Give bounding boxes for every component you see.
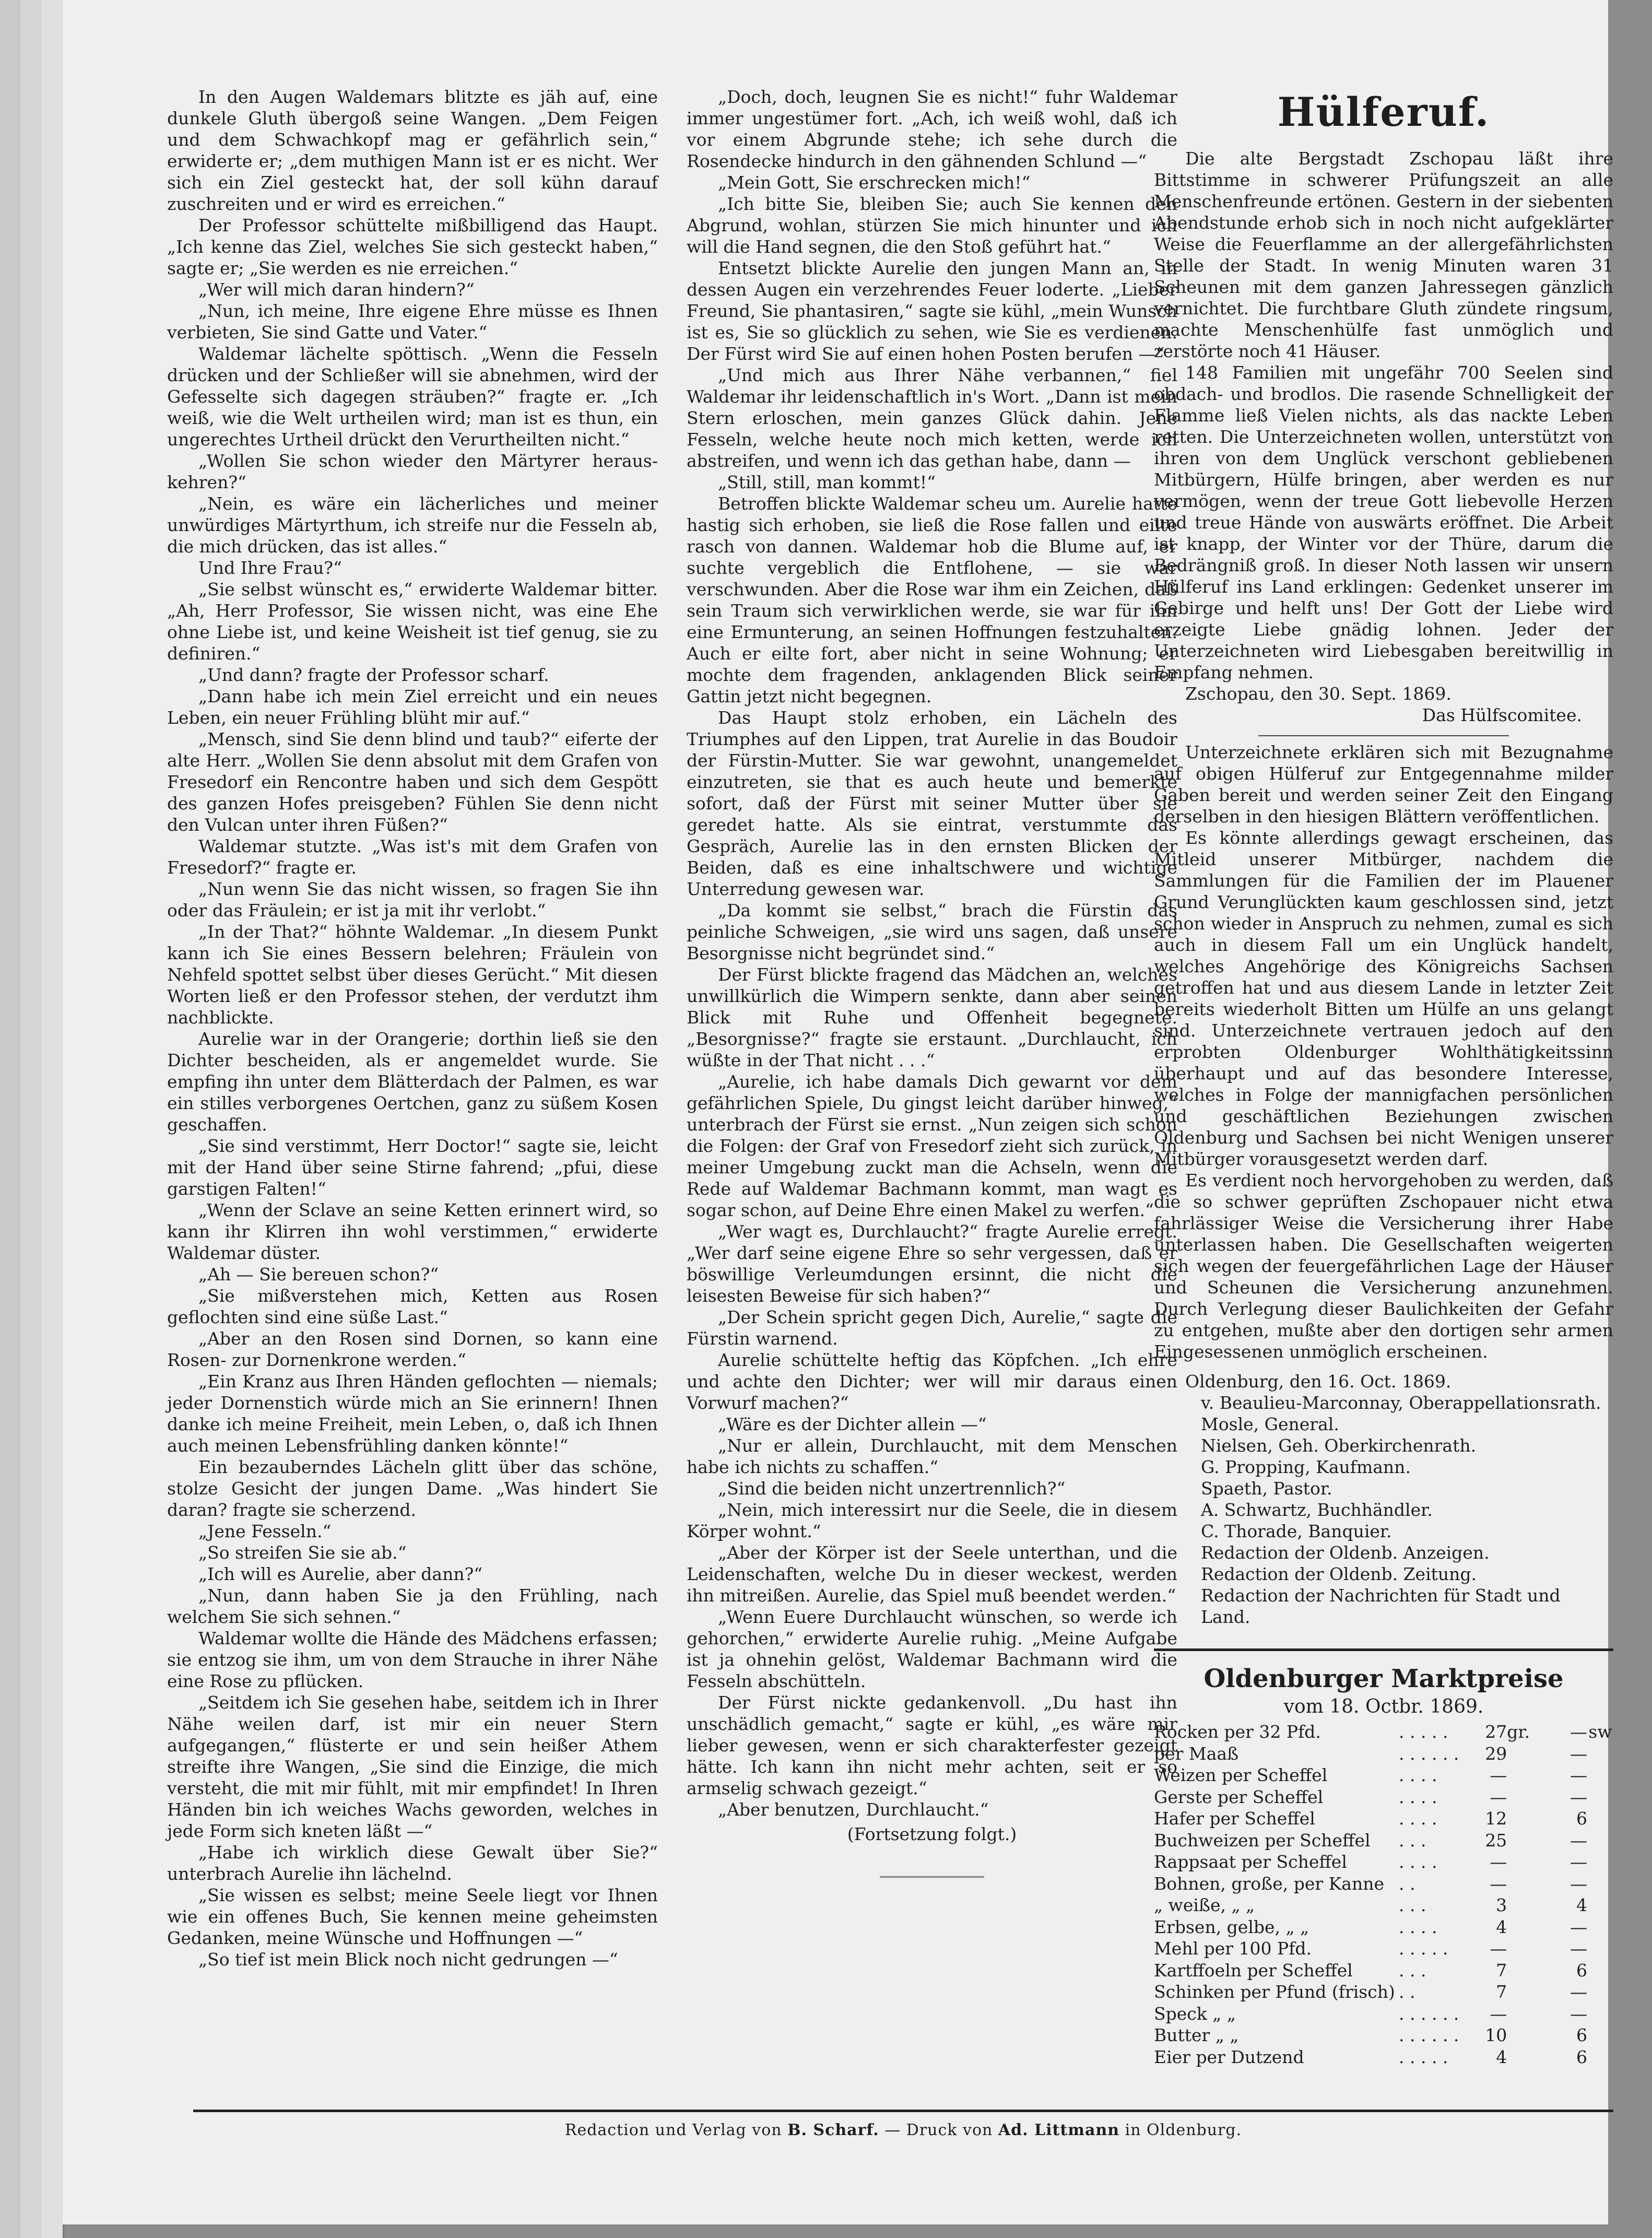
- market-cell-u2: [1587, 1981, 1613, 2003]
- story-paragraph: Waldemar wollte die Hände des Mädchens erfassen; sie entzog sie ihm, um von dem Strauche in ihrer Nähe eine Rose zu pflücken.: [167, 1628, 658, 1691]
- market-price-row: [1154, 1830, 1613, 1852]
- market-cell-dots: . . . .: [1399, 1808, 1437, 1829]
- market-cell-u1: [1507, 1786, 1530, 1808]
- story-paragraph: „Wer will mich daran hindern?“: [198, 279, 475, 300]
- story-paragraph: „Aber der Körper ist der Seele unterthan, und die Leidenschaften, welche Du in dieser weckest, werden ihn mitreißen. Aurelie, das Spiel muß beendet werden.“: [687, 1542, 1177, 1606]
- market-cell-u2: [1587, 1764, 1613, 1786]
- signer-name: Nielsen, Geh. Oberkirchenrath.: [1201, 1435, 1477, 1456]
- market-cell-item: Rocken per 32 Pfd.: [1154, 1722, 1321, 1742]
- market-cell-gr: 29: [1485, 1743, 1507, 1764]
- newspaper-page: [63, 0, 1613, 2224]
- story-paragraph: „Mensch, sind Sie denn blind und taub?“ eiferte der alte Herr. „Wollen Sie denn absolut mit dem Grafen von Fresedorf ein Rencontre haben und sich dem Gespött des ganzen Hofes preisgeben? Fühlen Sie denn nicht den Vulcan unter ihren Füßen?“: [167, 729, 658, 835]
- story-paragraph: Waldemar lächelte spöttisch. „Wenn die Fesseln drücken und der Schließer will sie abnehmen, wird der Gefesselte sich dagegen sträuben?“ fragte er. „Ich weiß, wie die Welt urtheilen wird; man ist es thun, ein ungerechtes Urtheil drückt den Verurtheilten nicht.“: [167, 344, 658, 450]
- market-cell-u1: [1507, 1916, 1530, 1938]
- market-cell-sw: —: [1570, 1852, 1587, 1872]
- story-paragraph: „Wäre es der Dichter allein —“: [718, 1414, 987, 1434]
- story-paragraph: „Nun, dann haben Sie ja den Frühling, nach welchem Sie sich sehnen.“: [167, 1585, 658, 1627]
- oldenburg-place-date: Oldenburg, den 16. Oct. 1869.: [1185, 1371, 1452, 1392]
- story-paragraph: „Wenn Euere Durchlaucht wünschen, so werde ich gehorchen,“ erwiderte Aurelie ruhig. „Meine Aufgabe ist ja ohnehin gelöst, Waldemar Bachmann wird die Fesseln abschütteln.: [687, 1607, 1177, 1691]
- market-cell-dots: . . . . .: [1399, 1722, 1448, 1742]
- story-paragraph: „Da kommt sie selbst,“ brach die Fürstin das peinliche Schweigen, „sie wird uns sagen, daß unsere Besorgnisse nicht begründet sind.“: [687, 900, 1177, 963]
- story-paragraph: „Dann habe ich mein Ziel erreicht und ein neues Leben, ein neuer Frühling blüht mir auf.“: [167, 686, 658, 728]
- market-cell-item: „ weiße, „ „: [1154, 1895, 1255, 1915]
- market-cell-u2: [1587, 1808, 1613, 1830]
- market-cell-dots: . . .: [1399, 1960, 1426, 1981]
- market-cell-sw: 4: [1576, 1895, 1587, 1915]
- story-paragraph: „So tief ist mein Blick noch nicht gedrungen —“: [198, 1949, 618, 1970]
- market-cell-item: Weizen per Scheffel: [1154, 1765, 1328, 1785]
- story-column-middle: [687, 86, 1177, 1878]
- market-cell-item: Eier per Dutzend: [1154, 2046, 1304, 2067]
- market-cell-item: Mehl per 100 Pfd.: [1154, 1938, 1312, 1959]
- story-paragraph: „Sie selbst wünscht es,“ erwiderte Waldemar bitter. „Ah, Herr Professor, Sie wissen nicht, was eine Ehe ohne Liebe ist, und keine Weisheit ist tief genug, sie zu definiren.“: [167, 579, 658, 664]
- story-paragraph: „Sie mißverstehen mich, Ketten aus Rosen geflochten sind eine süße Last.“: [167, 1286, 658, 1327]
- market-cell-sw: —: [1570, 1982, 1587, 2002]
- hilferuf-paragraph: Die alte Bergstadt Zschopau läßt ihre Bittstimme in schwerer Prüfungszeit an alle Menschenfreunde ertönen. Gestern in der siebenten Abendstunde erhob sich in noch nicht aufgeklärter Weise die Feuerflamme an der allergefährlichsten Stelle der Stadt. In wenig Minuten waren 31 Scheunen mit dem ganzen Jahressegen gänzlich vernichtet. Die furchtbare Gluth zündete ringsum, machte Menschenhülfe fast unmöglich und zerstörte noch 41 Häuser.: [1154, 148, 1613, 361]
- story-paragraph: Der Fürst nickte gedankenvoll. „Du hast ihn unschädlich gemacht,“ sagte er kühl, „es wäre mir lieber gewesen, wenn er sich charakterfester gezeigt hätte. Ich kann ihn nicht mehr achten, seit er so armselig schwach gezeigt.“: [687, 1692, 1177, 1798]
- story-paragraph: „Doch, doch, leugnen Sie es nicht!“ fuhr Waldemar immer ungestümer fort. „Ach, ich weiß wohl, daß ich vor einem Abgrunde stehe; ich sehe durch die Rosendecke hindurch in den gähnenden Schlund —“: [687, 87, 1177, 171]
- market-cell-gr: —: [1490, 1938, 1507, 1959]
- market-price-row: [1154, 2024, 1613, 2046]
- market-price-row: [1154, 2046, 1613, 2068]
- story-paragraph: Aurelie schüttelte heftig das Köpfchen. „Ich ehre und achte den Dichter; wer will mir daraus einen Vorwurf machen?“: [687, 1350, 1177, 1413]
- market-cell-item: Erbsen, gelbe, „ „: [1154, 1916, 1309, 1937]
- market-cell-gr: 7: [1496, 1960, 1507, 1981]
- market-cell-u1: [1507, 1960, 1530, 1982]
- market-cell-item: Butter „ „: [1154, 2025, 1239, 2045]
- market-cell-u2: [1587, 1894, 1613, 1916]
- market-cell-u1: [1507, 1808, 1530, 1830]
- story-paragraph: „Der Schein spricht gegen Dich, Aurelie,“ sagte die Fürstin warnend.: [687, 1307, 1177, 1349]
- signer-name: Redaction der Nachrichten für Stadt und Land.: [1201, 1585, 1561, 1627]
- story-paragraph: „Aber an den Rosen sind Dornen, so kann eine Rosen- zur Dornenkrone werden.“: [167, 1328, 658, 1370]
- story-paragraph: Und Ihre Frau?“: [198, 558, 342, 578]
- imprint-pre: Redaction und Verlag von: [564, 2121, 782, 2139]
- imprint-publisher: B. Scharf.: [787, 2121, 879, 2139]
- market-cell-gr: 12: [1485, 1808, 1507, 1829]
- market-price-row: [1154, 1743, 1613, 1765]
- market-cell-u1: gr.: [1507, 1722, 1530, 1742]
- market-cell-sw: —: [1570, 2003, 1587, 2024]
- market-price-row: [1154, 1894, 1613, 1916]
- market-cell-u2: [1587, 2003, 1613, 2025]
- story-paragraph: „Sie sind verstimmt, Herr Doctor!“ sagte sie, leicht mit der Hand über seine Stirne fahrend; „pfui, diese garstigen Falten!“: [167, 1136, 658, 1199]
- market-cell-u2: [1587, 1851, 1613, 1873]
- market-cell-item: Speck „ „: [1154, 2003, 1236, 2024]
- story-paragraph: „Und mich aus Ihrer Nähe verbannen,“ fiel Waldemar ihr leidenschaftlich in's Wort. „Dann ist mein Stern erloschen, mein ganzes Glück dahin. Jene Fesseln, welche heute noch mich ketten, werde ich abstreifen, und wenn ich das gethan habe, dann —: [687, 365, 1177, 471]
- market-cell-sw: 6: [1576, 2046, 1587, 2067]
- signer-name: Redaction der Oldenb. Anzeigen.: [1201, 1542, 1490, 1563]
- market-cell-sw: 6: [1576, 1808, 1587, 1829]
- market-cell-item: Buchweizen per Scheffel: [1154, 1830, 1371, 1851]
- imprint-post: in Oldenburg.: [1125, 2121, 1242, 2139]
- market-cell-item: Gerste per Scheffel: [1154, 1786, 1324, 1807]
- market-cell-sw: —: [1570, 1873, 1587, 1894]
- notices-column: [1154, 86, 1613, 2068]
- market-cell-u1: [1507, 1981, 1530, 2003]
- market-price-row: [1154, 1960, 1613, 1982]
- hilferuf-signature: Das Hülfscomitee.: [1422, 705, 1582, 725]
- story-paragraph: „Aber benutzen, Durchlaucht.“: [718, 1799, 989, 1820]
- story-paragraph: „Wenn der Sclave an seine Ketten erinnert wird, so kann ihr Klirren ihn wohl verstimmen,“ erwiderte Waldemar düster.: [167, 1200, 658, 1263]
- market-cell-sw: 6: [1576, 1960, 1587, 1981]
- market-cell-dots: . . . .: [1399, 1765, 1437, 1785]
- market-cell-gr: —: [1490, 1852, 1507, 1872]
- continuation-note: (Fortsetzung folgt.): [847, 1824, 1017, 1844]
- market-cell-dots: . . . . .: [1399, 2046, 1448, 2067]
- market-cell-gr: 27: [1485, 1722, 1507, 1742]
- market-cell-u2: [1587, 2046, 1613, 2068]
- market-price-row: [1154, 1916, 1613, 1938]
- story-paragraph: In den Augen Waldemars blitzte es jäh auf, eine dunkele Gluth übergoß seine Wangen. „Dem Feigen und dem Schwachkopf mag er gefährlich sein,“ erwiderte er; „dem muthigen Mann ist er es nicht. Wer sich ein Ziel gesteckt hat, der soll kühn darauf zuschreiten und er wird es erreichen.“: [167, 87, 658, 214]
- market-cell-item: per Maaß: [1154, 1743, 1239, 1764]
- market-cell-sw: —: [1570, 1916, 1587, 1937]
- market-cell-u1: [1507, 1938, 1530, 1960]
- market-cell-u2: [1587, 1916, 1613, 1938]
- market-cell-dots: . . . . . .: [1399, 1743, 1459, 1764]
- market-cell-dots: . . . . . .: [1399, 2003, 1459, 2024]
- story-paragraph: „Sie wissen es selbst; meine Seele liegt vor Ihnen wie ein offenes Buch, Sie kennen meine geheimsten Gedanken, meine Wünsche und Hoffnungen —“: [167, 1885, 658, 1948]
- market-cell-dots: . . .: [1399, 1895, 1426, 1915]
- market-cell-gr: 4: [1496, 2046, 1507, 2067]
- market-cell-dots: . . . . .: [1399, 1938, 1448, 1959]
- story-paragraph: Entsetzt blickte Aurelie den jungen Mann an, in dessen Augen ein verzehrendes Feuer loderte. „Lieber Freund, Sie phantasiren,“ sagte sie kühl, „mein Wunsch ist es, Sie so glücklich zu sehen, wie Sie es verdienen. Der Fürst wird Sie auf einen hohen Posten berufen —“: [687, 258, 1177, 364]
- market-price-row: [1154, 1981, 1613, 2003]
- story-paragraph: „Aurelie, ich habe damals Dich gewarnt vor dem gefährlichen Spiele, Du gingst leicht darüber hinweg,“ unterbrach der Fürst sie ernst. „Nun zeigen sich schon die Folgen: der Graf von Fresedorf zieht sich zurück, in meiner Umgebung zuckt man die Achseln, wenn die Rede auf Waldemar Bachmann kommt, man wagt es sogar schon, auf Deine Ehre einen Makel zu werfen.“: [687, 1071, 1177, 1220]
- market-cell-gr: —: [1490, 1873, 1507, 1894]
- market-cell-u1: [1507, 1764, 1530, 1786]
- story-paragraph: „Nein, es wäre ein lächerliches und meiner unwürdiges Märtyrthum, ich streife nur die Fesseln ab, die mich drücken, das ist alles.“: [167, 493, 658, 557]
- market-cell-u2: [1587, 1743, 1613, 1765]
- story-paragraph: Waldemar stutzte. „Was ist's mit dem Grafen von Fresedorf?“ fragte er.: [167, 836, 658, 878]
- market-cell-gr: 7: [1496, 1982, 1507, 2002]
- story-paragraph: „Wollen Sie schon wieder den Märtyrer heraus-kehren?“: [167, 451, 658, 492]
- market-cell-gr: —: [1490, 1786, 1507, 1807]
- market-price-row: [1154, 1851, 1613, 1873]
- market-cell-gr: 10: [1485, 2025, 1507, 2045]
- market-cell-sw: —: [1570, 1830, 1587, 1851]
- story-paragraph: „So streifen Sie sie ab.“: [198, 1542, 407, 1563]
- story-paragraph: Ein bezauberndes Lächeln glitt über das schöne, stolze Gesicht der jungen Dame. „Was hindert Sie daran? fragte sie scherzend.: [167, 1457, 658, 1520]
- oldenburg-notice-paragraph: Es könnte allerdings gewagt erscheinen, das Mitleid unserer Mitbürger, nachdem die Sammlungen für die Familien der im Plauener Grund Verunglückten kaum geschlossen sind, jetzt schon wieder in Anspruch zu nehmen, zumal es sich auch in diesem Fall um ein Unglück handelt, welches Angehörige des Königreichs Sachsen getroffen hat und aus diesem Lande in letzter Zeit bereits wiederholt Bitten um Hülfe an uns gelangt sind. Unterzeichnete vertrauen jedoch auf den erprobten Oldenburger Wohlthätigkeitssinn überhaupt und auf das besondere Interesse, welches in Folge der mannigfachen persönlichen und geschäftlichen Beziehungen zwischen Oldenburg und Sachsen bei nicht Wenigen unserer Mitbürger vorausgesetzt werden darf.: [1154, 828, 1613, 1169]
- story-paragraph: „Nun, ich meine, Ihre eigene Ehre müsse es Ihnen verbieten, Sie sind Gatte und Vater.“: [167, 301, 658, 343]
- story-column-left: [167, 86, 658, 1970]
- market-cell-sw: —: [1570, 1743, 1587, 1764]
- market-cell-u1: [1507, 1830, 1530, 1852]
- signers-list: [1154, 1392, 1613, 1628]
- market-cell-u1: [1507, 1743, 1530, 1765]
- story-paragraph: Der Fürst blickte fragend das Mädchen an, welches unwillkürlich die Wimpern senkte, dann aber seinen Blick mit Ruhe und Offenheit begegnete. „Besorgnisse?“ fragte sie erstaunt. „Durchlaucht, ich wüßte in der That nicht . . .“: [687, 964, 1177, 1070]
- market-cell-sw: —: [1570, 1938, 1587, 1959]
- story-paragraph: „Ich bitte Sie, bleiben Sie; auch Sie kennen den Abgrund, wohlan, stürzen Sie mich hinunter und ich will die Hand segnen, die den Stoß geführt hat.“: [687, 194, 1177, 257]
- signer-name: Mosle, General.: [1201, 1414, 1339, 1434]
- section-rule: [1154, 1648, 1613, 1651]
- signer-name: G. Propping, Kaufmann.: [1201, 1457, 1411, 1477]
- signer-name: A. Schwartz, Buchhändler.: [1201, 1500, 1433, 1520]
- market-price-row: [1154, 1786, 1613, 1808]
- story-paragraph: „Ich will es Aurelie, aber dann?“: [198, 1564, 483, 1584]
- story-paragraph: „Nun wenn Sie das nicht wissen, so fragen Sie ihn oder das Fräulein; er ist ja mit ihr verlobt.“: [167, 879, 658, 921]
- market-cell-u2: [1587, 1873, 1613, 1895]
- story-paragraph: „Ah — Sie bereuen schon?“: [198, 1264, 439, 1285]
- market-cell-gr: 25: [1485, 1830, 1507, 1851]
- footer-rule: [193, 2110, 1613, 2112]
- hilferuf-place-date: Zschopau, den 30. Sept. 1869.: [1185, 684, 1452, 704]
- market-price-row: [1154, 1808, 1613, 1830]
- market-cell-item: Rappsaat per Scheffel: [1154, 1852, 1347, 1872]
- imprint-printer: Ad. Littmann: [998, 2121, 1120, 2139]
- market-cell-u2: [1587, 1938, 1613, 1960]
- market-cell-u2: [1587, 1830, 1613, 1852]
- imprint-mid: — Druck von: [884, 2121, 993, 2139]
- market-cell-sw: —: [1570, 1722, 1587, 1742]
- story-paragraph: „In der That?“ höhnte Waldemar. „In diesem Punkt kann ich Sie eines Bessern belehren; Fräulein von Nehfeld spottet selbst über dieses Gerücht.“ Mit diesen Worten ließ er den Professor stehen, der verdutzt ihm nachblickte.: [167, 922, 658, 1028]
- story-paragraph: Das Haupt stolz erhoben, ein Lächeln des Triumphes auf den Lippen, trat Aurelie in das Boudoir der Fürstin-Mutter. Sie war gewohnt, unangemeldet einzutreten, sie that es auch heute und bemerkte sofort, daß der Fürst mit seiner Mutter über sie geredet hatte. Als sie eintrat, verstummte das Gespräch, Aurelie las in den ernsten Blicken der Beiden, daß es eine inhaltschwere und wichtige Unterredung gewesen war.: [687, 708, 1177, 899]
- story-paragraph: „Still, still, man kommt!“: [718, 472, 936, 492]
- story-paragraph: Aurelie war in der Orangerie; dorthin ließ sie den Dichter bescheiden, als er angemeldet wurde. Sie empfing ihn unter dem Blätterdach der Palmen, es war ein stilles verborgenes Oertchen, ganz zu süßem Kosen geschaffen.: [167, 1029, 658, 1135]
- market-prices-date: vom 18. Octbr. 1869.: [1283, 1696, 1484, 1717]
- story-paragraph: „Wer wagt es, Durchlaucht?“ fragte Aurelie erregt. „Wer darf seine eigene Ehre so sehr vergessen, daß er böswillige Verleumdungen ersinnt, die nicht die leisesten Beweise für sich haben?“: [687, 1221, 1177, 1306]
- market-cell-u1: [1507, 2024, 1530, 2046]
- market-cell-u1: [1507, 2046, 1530, 2068]
- signer-name: Spaeth, Pastor.: [1201, 1478, 1332, 1499]
- signer-name: v. Beaulieu-Marconnay, Oberappellationsrath.: [1201, 1393, 1601, 1413]
- market-price-row: [1154, 1938, 1613, 1960]
- story-paragraph: Der Professor schüttelte mißbilligend das Haupt. „Ich kenne das Ziel, welches Sie sich gesteckt haben,“ sagte er; „Sie werden es nie erreichen.“: [167, 215, 658, 278]
- separator-rule: [880, 1876, 984, 1878]
- market-prices-table: [1154, 1721, 1613, 2068]
- oldenburg-notice-paragraph: Es verdient noch hervorgehoben zu werden, daß die so schwer geprüften Zschopauer nicht etwa fahrlässiger Weise die Versicherung ihrer Habe unterlassen haben. Die Gesellschaften weigerten sich wegen der feuergefährlichen Lage der Häuser und Scheunen die Versicherung anzunehmen. Durch Verlegung dieser Baulichkeiten der Gefahr zu entgehen, mußte aber den dortigen sehr armen Eingesessenen unmöglich erscheinen.: [1154, 1170, 1613, 1362]
- market-cell-dots: . . . . . .: [1399, 2025, 1459, 2045]
- story-paragraph: „Jene Fesseln.“: [198, 1521, 332, 1541]
- market-cell-sw: —: [1570, 1786, 1587, 1807]
- page-stack-edge: [0, 0, 22, 2238]
- page-stack-edge: [42, 0, 64, 2238]
- market-cell-u1: [1507, 1894, 1530, 1916]
- market-cell-u1: [1507, 2003, 1530, 2025]
- story-paragraph: „Und dann? fragte der Professor scharf.: [198, 665, 549, 685]
- story-paragraph: „Nein, mich interessirt nur die Seele, die in diesem Körper wohnt.“: [687, 1500, 1177, 1541]
- market-cell-item: Kartffoeln per Scheffel: [1154, 1960, 1353, 1981]
- market-cell-gr: 3: [1496, 1895, 1507, 1915]
- market-cell-gr: 4: [1496, 1916, 1507, 1937]
- imprint-line: [193, 2121, 1613, 2139]
- hilferuf-heading: Hülferuf.: [1277, 89, 1490, 135]
- market-cell-u2: [1587, 1786, 1613, 1808]
- market-cell-sw: —: [1570, 1765, 1587, 1785]
- story-paragraph: „Ein Kranz aus Ihren Händen geflochten — niemals; jeder Dornenstich würde mich an Sie erinnern! Ihnen danke ich meine Freiheit, mein Leben, o, daß ich Ihnen auch meinen Lebensfrühling danken könnte!“: [167, 1371, 658, 1456]
- market-prices-heading: Oldenburger Marktpreise: [1203, 1664, 1564, 1693]
- market-cell-gr: —: [1490, 2003, 1507, 2024]
- page-stack-edge: [21, 0, 43, 2238]
- market-cell-sw: 6: [1576, 2025, 1587, 2045]
- market-cell-dots: . . .: [1399, 1830, 1426, 1851]
- market-price-row: [1154, 1721, 1613, 1743]
- story-paragraph: „Nur er allein, Durchlaucht, mit dem Menschen habe ich nichts zu schaffen.“: [687, 1435, 1177, 1477]
- market-price-row: [1154, 1764, 1613, 1786]
- story-paragraph: „Seitdem ich Sie gesehen habe, seitdem ich in Ihrer Nähe weilen darf, ist mir ein neuer Stern aufgegangen,“ flüsterte er und sein heißer Athem streifte ihre Wangen, „Sie sind die Einzige, die mich versteht, die mit mir fühlt, mit mir empfindet! In Ihren Händen bin ich weiches Wachs geworden, welches in jede Form sich kneten läßt —“: [167, 1692, 658, 1841]
- divider: [1258, 735, 1509, 736]
- story-paragraph: Betroffen blickte Waldemar scheu um. Aurelie hatte hastig sich erhoben, sie ließ die Rose fallen und eilte rasch von dannen. Waldemar hob die Blume auf, er suchte vergeblich die Entflohene, — sie war verschwunden. Aber die Rose war ihm ein Zeichen, daß sein Traum sich verwirklichen werde, sie war für ihn eine Ermunterung, an seinen Hoffnungen festzuhalten. Auch er eilte fort, aber nicht in seine Wohnung; er mochte dem fragenden, anklagenden Blick seiner Gattin jetzt nicht begegnen.: [687, 493, 1177, 706]
- market-cell-dots: . . . .: [1399, 1786, 1437, 1807]
- signer-name: C. Thorade, Banquier.: [1201, 1521, 1392, 1541]
- market-price-row: [1154, 2003, 1613, 2025]
- market-cell-dots: . .: [1399, 1873, 1415, 1894]
- market-cell-u1: [1507, 1873, 1530, 1895]
- signer-name: Redaction der Oldenb. Zeitung.: [1201, 1564, 1477, 1584]
- market-cell-u2: [1587, 1960, 1613, 1982]
- market-cell-item: Bohnen, große, per Kanne: [1154, 1873, 1384, 1894]
- market-cell-dots: . . . .: [1399, 1916, 1437, 1937]
- market-cell-gr: —: [1490, 1765, 1507, 1785]
- market-cell-dots: . .: [1399, 1982, 1415, 2002]
- market-cell-u2: sw: [1588, 1722, 1612, 1742]
- story-paragraph: „Sind die beiden nicht unzertrennlich?“: [718, 1478, 1066, 1499]
- story-paragraph: „Mein Gott, Sie erschrecken mich!“: [718, 172, 1031, 193]
- market-cell-u2: [1587, 2024, 1613, 2046]
- market-cell-dots: . . . .: [1399, 1852, 1437, 1872]
- hilferuf-paragraph: 148 Familien mit ungefähr 700 Seelen sind obdach- und brodlos. Die rasende Schnelligkeit der Flamme ließ Vielen nichts, als das nackte Leben retten. Die Unterzeichneten wollen, unterstützt von ihren von dem Unglück verschont gebliebenen Mitbürgern, Hülfe bringen, aber werden es nur vermögen, wenn der treue Gott liebevolle Herzen und treue Hände von auswärts eröffnet. Die Arbeit ist knapp, der Winter vor der Thüre, darum die Bedrängniß groß. In dieser Noth lassen wir unsern Hülferuf ins Land erklingen: Gedenket unserer im Gebirge und helft uns! Der Gott der Liebe wird erzeigte Liebe gnädig lohnen. Jeder der Unterzeichneten wird Liebesgaben bereitwillig in Empfang nehmen.: [1154, 362, 1613, 682]
- oldenburg-notice-paragraph: Unterzeichnete erklären sich mit Bezugnahme auf obigen Hülferuf zur Entgegennahme milder Gaben bereit und werden seiner Zeit den Eingang derselben in den hiesigen Blättern veröffentlichen.: [1154, 742, 1613, 827]
- market-price-row: [1154, 1873, 1613, 1895]
- market-cell-item: Hafer per Scheffel: [1154, 1808, 1315, 1829]
- story-paragraph: „Habe ich wirklich diese Gewalt über Sie?“ unterbrach Aurelie ihn lächelnd.: [167, 1842, 658, 1884]
- market-cell-u1: [1507, 1851, 1530, 1873]
- market-cell-item: Schinken per Pfund (frisch): [1154, 1982, 1395, 2002]
